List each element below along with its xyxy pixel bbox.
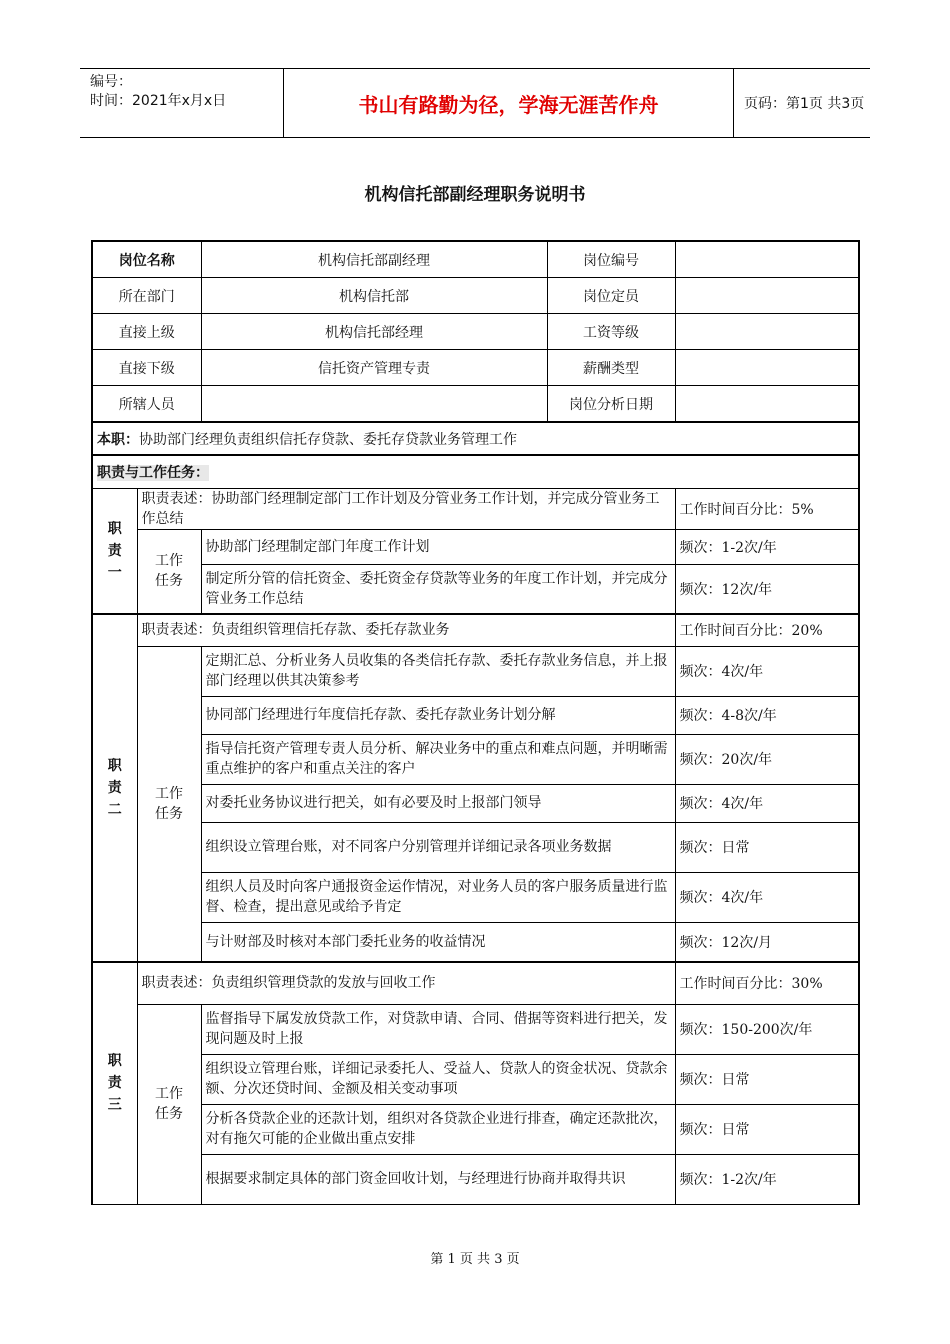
info-value (675, 350, 859, 386)
info-key: 岗位定员 (583, 288, 639, 305)
task-text: 制定所分管的信托资金、委托资金存贷款等业务的年度工作计划，并完成分管业务工作总结 (201, 564, 675, 614)
duty-statement-row (92, 614, 859, 646)
info-value: 信托资产管理专责 (202, 350, 548, 385)
info-key: 岗位名称 (92, 241, 201, 278)
duty-side-char: 责 (107, 780, 122, 796)
duty-statement-row (92, 962, 859, 1004)
job-description-table (91, 240, 860, 1205)
duty-statement-row (92, 488, 859, 529)
duty-side-char: 职 (107, 1053, 122, 1070)
info-key: 直接上级 (92, 314, 201, 350)
info-row (92, 278, 859, 314)
task-row (92, 822, 859, 872)
duty-side-char: 职 (107, 758, 122, 774)
info-row (92, 386, 859, 423)
task-text: 根据要求制定具体的部门资金回收计划，与经理进行协商并取得共识 (201, 1154, 675, 1204)
task-label-text: 工作任务 (154, 1086, 183, 1122)
duty-side-char: 责 (107, 542, 122, 559)
info-key: 所辖人员 (92, 386, 201, 423)
duty-side-char: 职 (107, 520, 122, 537)
task-label (137, 646, 201, 962)
work-time-percent: 工作时间百分比：30% (675, 962, 859, 1004)
task-frequency: 频次：4次/年 (675, 872, 859, 922)
task-frequency: 频次：4次/年 (675, 784, 859, 822)
duty-side-char: 三 (107, 1097, 122, 1114)
task-text: 对委托业务协议进行把关，如有必要及时上报部门领导 (201, 784, 675, 822)
info-key: 岗位分析日期 (569, 396, 653, 413)
duty-side-label (92, 614, 137, 962)
duty-statement: 职责表述：负责组织管理信托存款、委托存款业务 (137, 614, 675, 646)
duty-statement: 职责表述：负责组织管理贷款的发放与回收工作 (137, 962, 675, 1004)
task-frequency: 频次：4次/年 (675, 646, 859, 696)
info-value (675, 278, 859, 314)
info-key: 薪酬类型 (583, 360, 639, 377)
info-value (202, 386, 548, 421)
task-text: 组织设立管理台账，对不同客户分别管理并详细记录各项业务数据 (201, 822, 675, 872)
info-key: 岗位编号 (583, 252, 639, 269)
duty-side-char: 责 (107, 1075, 122, 1092)
info-value: 机构信托部 (202, 278, 548, 313)
task-frequency: 频次：4-8次/年 (675, 696, 859, 734)
header-meta (80, 69, 283, 137)
task-row (92, 1054, 859, 1104)
task-label (137, 1004, 201, 1204)
task-row (92, 1104, 859, 1154)
work-time-percent: 工作时间百分比：5% (675, 488, 859, 529)
task-text: 指导信托资产管理专责人员分析、解决业务中的重点和难点问题，并明晰需重点维护的客户和重点关注的客户 (201, 734, 675, 784)
task-row (92, 1004, 859, 1054)
task-text: 组织设立管理台账，详细记录委托人、受益人、贷款人的资金状况、贷款余额、分次还贷时间、金额及相关变动事项 (201, 1054, 675, 1104)
duty-row (92, 422, 859, 455)
page-footer: 第 1 页 共 3 页 (430, 1252, 520, 1267)
task-frequency: 频次：日常 (675, 822, 859, 872)
task-row (92, 696, 859, 734)
work-time-percent: 工作时间百分比：20% (675, 614, 859, 646)
duty-side-char: 一 (107, 564, 122, 581)
info-value (675, 386, 859, 423)
info-key: 工资等级 (583, 324, 639, 341)
task-frequency: 频次：150-200次/年 (675, 1004, 859, 1054)
duty-label: 本职： (97, 431, 139, 448)
document-number-label: 编号： (90, 74, 132, 90)
header-motto: 书山有路勤为径，学海无涯苦作舟 (283, 69, 734, 137)
task-text: 分析各贷款企业的还款计划，组织对各贷款企业进行排查，确定还款批次，对有拖欠可能的企业做出重点安排 (201, 1104, 675, 1154)
task-frequency: 频次：12次/年 (675, 564, 859, 614)
duty-text: 协助部门经理负责组织信托存贷款、委托存贷款业务管理工作 (139, 431, 517, 448)
task-row (92, 564, 859, 614)
task-row (92, 784, 859, 822)
info-value (675, 314, 859, 350)
task-label-text: 工作任务 (154, 553, 183, 590)
document-time-label: 时间：2021年x月x日 (90, 93, 227, 109)
info-key: 所在部门 (92, 278, 201, 314)
task-label-text: 工作任务 (154, 785, 183, 822)
task-row (92, 529, 859, 564)
info-key: 直接下级 (92, 350, 201, 386)
responsibilities-header-row (92, 455, 859, 488)
duty-side-char: 二 (107, 802, 122, 818)
task-row (92, 734, 859, 784)
duty-side-label (92, 488, 137, 614)
task-row (92, 1154, 859, 1204)
task-text: 协同部门经理进行年度信托存款、委托存款业务计划分解 (201, 696, 675, 734)
info-row (92, 350, 859, 386)
page-header (80, 68, 870, 138)
duty-side-label (92, 962, 137, 1204)
task-frequency: 频次：12次/月 (675, 922, 859, 962)
info-value (675, 241, 859, 278)
task-frequency: 频次：1-2次/年 (675, 1154, 859, 1204)
task-text: 协助部门经理制定部门年度工作计划 (201, 529, 675, 564)
duty-statement: 职责表述：协助部门经理制定部门工作计划及分管业务工作计划，并完成分管业务工作总结 (137, 488, 675, 529)
info-value: 机构信托部经理 (202, 314, 548, 349)
task-row (92, 922, 859, 962)
task-text: 组织人员及时向客户通报资金运作情况，对业务人员的客户服务质量进行监督、检查，提出意见或给予肯定 (201, 872, 675, 922)
task-frequency: 频次：20次/年 (675, 734, 859, 784)
task-row (92, 646, 859, 696)
task-text: 监督指导下属发放贷款工作，对贷款申请、合同、借据等资料进行把关，发现问题及时上报 (201, 1004, 675, 1054)
info-row (92, 241, 859, 278)
info-value: 机构信托部副经理 (202, 242, 548, 277)
document-title: 机构信托部副经理职务说明书 (364, 185, 586, 205)
task-frequency: 频次：1-2次/年 (675, 529, 859, 564)
task-text: 定期汇总、分析业务人员收集的各类信托存款、委托存款业务信息，并上报部门经理以供其决策参考 (201, 646, 675, 696)
task-row (92, 872, 859, 922)
header-page-number: 页码：第1页 共3页 (744, 96, 865, 112)
task-label (137, 529, 201, 614)
responsibilities-label: 职责与工作任务： (97, 464, 209, 481)
info-row (92, 314, 859, 350)
task-frequency: 频次：日常 (675, 1104, 859, 1154)
task-text: 与计财部及时核对本部门委托业务的收益情况 (201, 922, 675, 962)
task-frequency: 频次：日常 (675, 1054, 859, 1104)
